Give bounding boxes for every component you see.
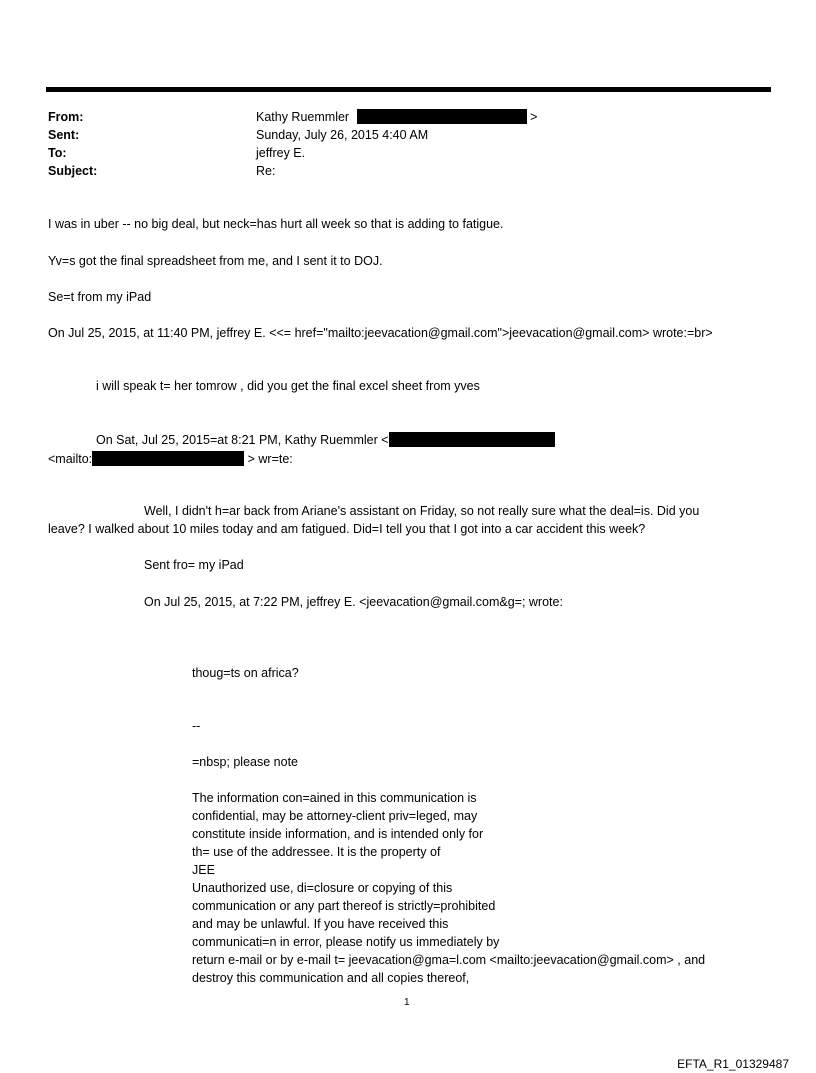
sent-label: Sent: (48, 128, 80, 142)
disclaimer-line: confidential, may be attorney-client priv=leged, may (192, 809, 478, 823)
subject-label: Subject: (48, 164, 98, 178)
disclaimer-line: The information con=ained in this communication is (192, 791, 477, 805)
disclaimer-line: th= use of the addressee. It is the property of (192, 845, 441, 859)
quoted-message-2b: leave? I walked about 10 miles today and am fatigued. Did=I tell you that I got into a car accident this week? (48, 522, 646, 536)
subject-value: Re: (256, 164, 276, 178)
quoted-header-2-cont (48, 450, 293, 468)
body-line-1: I was in uber -- no big deal, but neck=has hurt all week so that is adding to fatigue. (48, 217, 504, 231)
disclaimer-line: destroy this communication and all copies thereof, (192, 971, 470, 985)
disclaimer-line: Unauthorized use, di=closure or copying of this (192, 881, 453, 895)
redaction-bar (389, 432, 555, 447)
quoted-header-2 (96, 431, 555, 449)
mailto-prefix: <mailto: (48, 452, 93, 466)
disclaimer-line: communication or any part thereof is strictly=prohibited (192, 899, 496, 913)
quoted-header-2-suffix: > wr=te: (247, 452, 293, 466)
quoted-message-1: i will speak t= her tomrow , did you get the final excel sheet from yves (96, 379, 480, 393)
page-number: 1 (404, 997, 410, 1008)
header-divider-rule (46, 87, 771, 92)
to-label: To: (48, 146, 67, 160)
quoted-message-3: thoug=ts on africa? (192, 666, 299, 680)
disclaimer-line: communicati=n in error, please notify us immediately by (192, 935, 500, 949)
redaction-bar (357, 109, 527, 124)
quoted-signature: Sent fro= my iPad (144, 558, 244, 572)
from-value (256, 108, 537, 126)
quoted-message-2a: Well, I didn't h=ar back from Ariane's assistant on Friday, so not really sure what the deal=is. Did you (144, 504, 700, 518)
to-value: jeffrey E. (256, 146, 306, 160)
quoted-header-2-text: On Sat, Jul 25, 2015=at 8:21 PM, Kathy Ruemmler < (96, 433, 389, 447)
please-note: =nbsp; please note (192, 755, 298, 769)
quoted-header-1: On Jul 25, 2015, at 11:40 PM, jeffrey E. <<= href="mailto:jeevacation@gmail.com">jeevacation@gmail.com> wrote:=br> (48, 326, 713, 340)
signature-separator: -- (192, 719, 201, 733)
disclaimer-line: return e-mail or by e-mail t= jeevacation@gma=l.com <mailto:jeevacation@gmail.com> , and (192, 953, 706, 967)
quoted-header-3: On Jul 25, 2015, at 7:22 PM, jeffrey E. <jeevacation@gmail.com&g=; wrote: (144, 595, 563, 609)
body-line-2: Yv=s got the final spreadsheet from me, and I sent it to DOJ. (48, 254, 383, 268)
redaction-bar (92, 451, 244, 466)
disclaimer-line: constitute inside information, and is intended only for (192, 827, 484, 841)
disclaimer-line: and may be unlawful. If you have received this (192, 917, 449, 931)
disclaimer-block (192, 789, 705, 987)
body-line-3: Se=t from my iPad (48, 290, 152, 304)
from-name: Kathy Ruemmler (256, 110, 350, 124)
sent-value: Sunday, July 26, 2015 4:40 AM (256, 128, 429, 142)
from-label: From: (48, 110, 84, 124)
document-id: EFTA_R1_01329487 (677, 1057, 789, 1071)
from-suffix: > (530, 110, 538, 124)
disclaimer-line: JEE (192, 863, 215, 877)
